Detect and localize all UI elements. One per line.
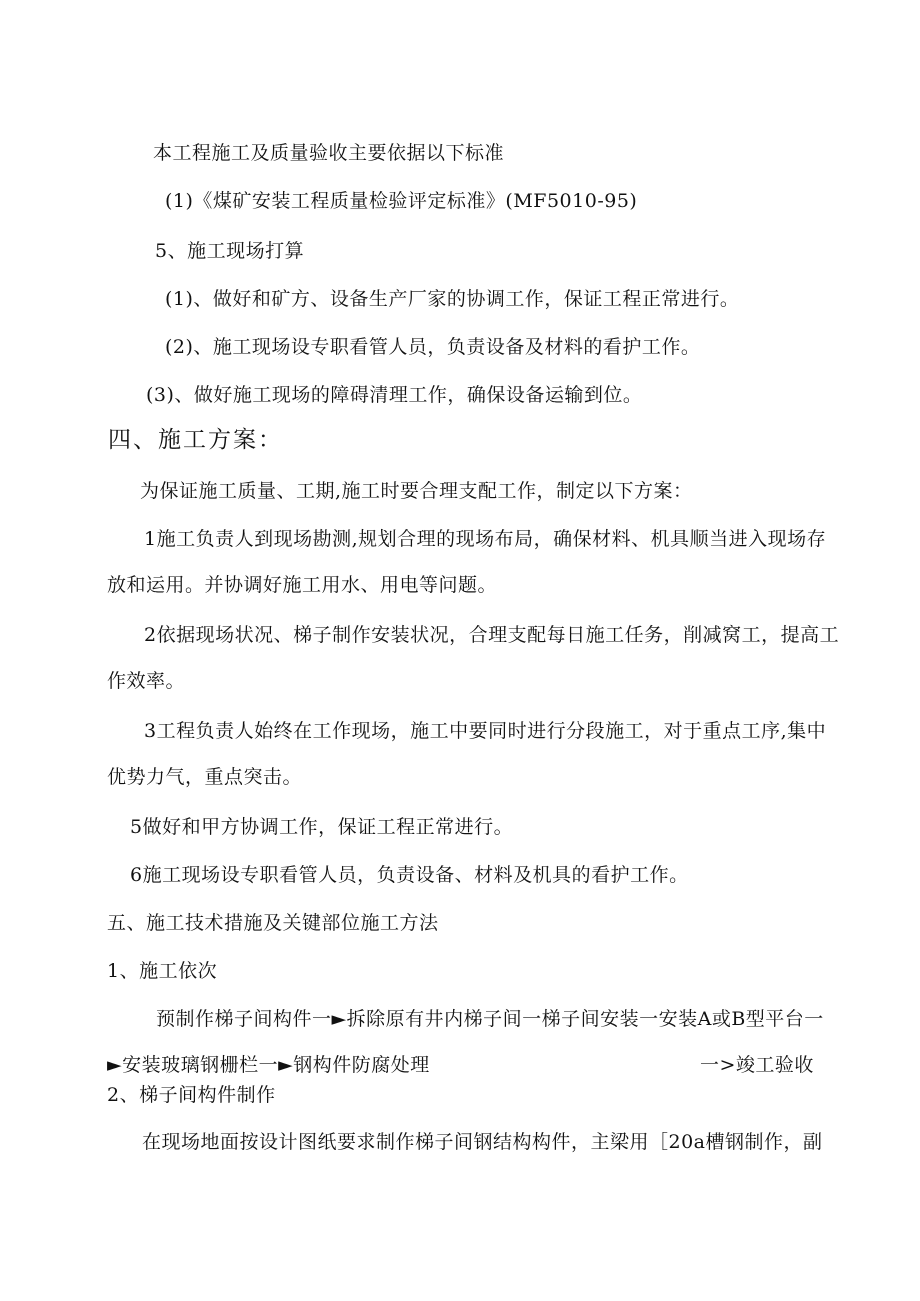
section-heading: 5、施工现场打算	[155, 240, 305, 262]
section-heading: 2、梯子间构件制作	[107, 1084, 276, 1106]
text-line: 预制作梯子间构件一►拆除原有井内梯子间一梯子间安装一安装A或B型平台一	[156, 1008, 824, 1030]
text-line: (3)、做好施工现场的障碍清理工作，确保设备运输到位。	[146, 384, 643, 406]
text-line: 5做好和甲方协调工作，保证工程正常进行。	[130, 816, 514, 838]
section-heading: 四、施工方案：	[108, 427, 283, 453]
text-line: 2依据现场状况、梯子制作安装状况，合理支配每日施工任务，削减窝工，提高工	[144, 624, 840, 646]
text-line: 1施工负责人到现场勘测,规划合理的现场布局，确保材料、机具顺当进入现场存	[144, 528, 827, 550]
text-line: 在现场地面按设计图纸要求制作梯子间钢结构构件，主梁用［20a槽钢制作，副	[142, 1131, 823, 1153]
text-line: 优势力气，重点突击。	[107, 766, 303, 788]
text-line: 本工程施工及质量验收主要依据以下标准	[153, 142, 505, 164]
text-line: (2)、施工现场设专职看管人员，负责设备及材料的看护工作。	[165, 336, 701, 358]
text-line: 为保证施工质量、工期,施工时要合理支配工作，制定以下方案：	[140, 480, 693, 502]
text-line: 一>竣工验收	[700, 1054, 814, 1076]
text-line: 作效率。	[107, 670, 186, 692]
text-line: (1)《煤矿安装工程质量检验评定标准》(MF5010-95)	[165, 190, 638, 212]
section-heading: 五、施工技术措施及关键部位施工方法	[107, 912, 439, 934]
text-line: (1)、做好和矿方、设备生产厂家的协调工作，保证工程正常进行。	[165, 288, 740, 310]
text-line: 3工程负责人始终在工作现场，施工中要同时进行分段施工，对于重点工序,集中	[144, 720, 827, 742]
text-line: 6施工现场设专职看管人员，负责设备、材料及机具的看护工作。	[130, 864, 689, 886]
text-line: 放和运用。并协调好施工用水、用电等问题。	[107, 574, 498, 596]
text-line: ►安装玻璃钢栅栏一►钢构件防腐处理	[107, 1054, 430, 1076]
section-heading: 1、施工依次	[107, 960, 218, 982]
